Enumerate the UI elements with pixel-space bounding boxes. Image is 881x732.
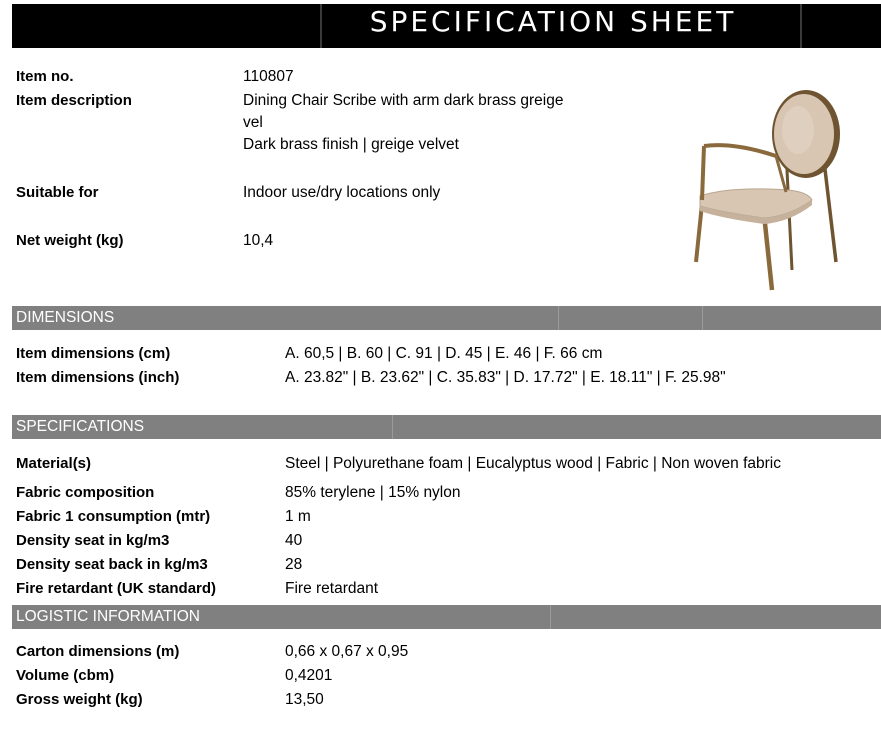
item-description-line: vel [243, 114, 263, 131]
spec-label: Density seat in kg/m3 [16, 532, 170, 549]
logistic-label: Gross weight (kg) [16, 691, 143, 708]
spec-label: Fabric 1 consumption (mtr) [16, 508, 211, 525]
item-no-value: 110807 [243, 68, 294, 85]
item-description-line: Dining Chair Scribe with arm dark brass greige [243, 92, 564, 109]
logistic-label: Carton dimensions (m) [16, 643, 180, 660]
bar-divider [550, 605, 551, 629]
spec-label: Density seat back in kg/m3 [16, 556, 208, 573]
page-title: SPECIFICATION SHEET [369, 5, 737, 38]
spec-label: Fire retardant (UK standard) [16, 580, 217, 597]
spec-value: 85% terylene | 15% nylon [285, 484, 461, 501]
product-image-chair [690, 84, 850, 294]
dimensions-cm-value: A. 60,5 | B. 60 | C. 91 | D. 45 | E. 46 | F. 66 cm [285, 345, 603, 362]
section-bar-logistics [12, 605, 881, 629]
item-description-line: Dark brass finish | greige velvet [243, 136, 459, 153]
bar-divider [392, 415, 393, 439]
spec-value: 40 [285, 532, 303, 549]
section-heading: SPECIFICATIONS [16, 418, 145, 435]
header-divider [800, 4, 802, 48]
spec-value: 28 [285, 556, 303, 573]
spec-value: Fire retardant [285, 580, 379, 597]
spec-value: 1 m [285, 508, 311, 525]
logistic-value: 0,4201 [285, 667, 333, 684]
spec-label: Material(s) [16, 455, 92, 472]
net-weight-label: Net weight (kg) [16, 232, 124, 249]
dimensions-inch-value: A. 23.82" | B. 23.62" | C. 35.83" | D. 17.72" | E. 18.11" | F. 25.98" [285, 369, 726, 386]
spec-label: Fabric composition [16, 484, 155, 501]
item-no-label: Item no. [16, 68, 74, 85]
bar-divider [558, 306, 559, 330]
suitable-for-value: Indoor use/dry locations only [243, 184, 441, 201]
section-bar-specifications [12, 415, 881, 439]
dimensions-inch-label: Item dimensions (inch) [16, 369, 180, 386]
net-weight-value: 10,4 [243, 232, 274, 249]
suitable-for-label: Suitable for [16, 184, 99, 201]
section-heading: DIMENSIONS [16, 309, 115, 326]
item-description-label: Item description [16, 92, 132, 109]
logistic-label: Volume (cbm) [16, 667, 115, 684]
logistic-value: 0,66 x 0,67 x 0,95 [285, 643, 409, 660]
spec-value: Steel | Polyurethane foam | Eucalyptus wood | Fabric | Non woven fabric [285, 455, 781, 472]
section-heading: LOGISTIC INFORMATION [16, 608, 200, 625]
bar-divider [702, 306, 703, 330]
section-bar-dimensions [12, 306, 881, 330]
dimensions-cm-label: Item dimensions (cm) [16, 345, 171, 362]
logistic-value: 13,50 [285, 691, 324, 708]
